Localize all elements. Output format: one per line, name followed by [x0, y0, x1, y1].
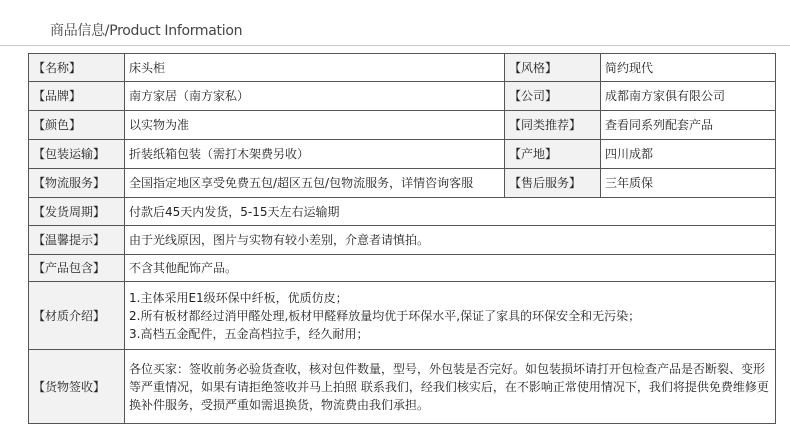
style-value: 简约现代	[601, 54, 776, 82]
name-label: 【名称】	[29, 54, 125, 82]
receipt-line: 换补件服务，受损严重如需退换货，物流费由我们承担。	[129, 397, 430, 412]
material-line: 3.高档五金配件，五金高档拉手，经久耐用；	[129, 326, 369, 341]
table-row	[29, 198, 776, 226]
table-row	[29, 255, 776, 282]
name-value: 床头柜	[125, 54, 505, 82]
packaging-value: 折装纸箱包装（需打木架费另收）	[125, 140, 505, 169]
shipping-cycle-value: 付款后45天内发货，5-15天左右运输期	[125, 198, 776, 226]
product-info-table	[28, 53, 776, 424]
logistics-label: 【物流服务】	[29, 169, 125, 198]
includes-value: 不含其他配饰产品。	[125, 255, 776, 282]
style-label: 【风格】	[505, 54, 601, 82]
table-row	[29, 140, 776, 169]
receipt-value	[125, 350, 776, 424]
material-line: 1.主体采用E1级环保中纤板，优质仿皮；	[129, 290, 348, 305]
table-row	[29, 169, 776, 198]
table-row	[29, 54, 776, 82]
receipt-line: 等严重情况，如果有请拒绝签收并马上拍照 联系我们，经我们核实后，在不影响正常使用情况下，我们将提供免费维修更	[129, 379, 769, 394]
logistics-value: 全国指定地区享受免费五包/超区五包/包物流服务，详情咨询客服	[125, 169, 505, 198]
section-title: 商品信息/Product Information	[50, 23, 243, 39]
company-value: 成都南方家俱有限公司	[601, 82, 776, 111]
notice-value: 由于光线原因，图片与实物有较小差别，介意者请慎拍。	[125, 226, 776, 255]
includes-label: 【产品包含】	[29, 255, 125, 282]
table-row	[29, 282, 776, 350]
recommend-label: 【同类推荐】	[505, 111, 601, 140]
brand-label: 【品牌】	[29, 82, 125, 111]
packaging-label: 【包装运输】	[29, 140, 125, 169]
color-label: 【颜色】	[29, 111, 125, 140]
recommend-link[interactable]: 查看同系列配套产品	[601, 111, 776, 140]
notice-label: 【温馨提示】	[29, 226, 125, 255]
brand-value: 南方家居（南方家私）	[125, 82, 505, 111]
company-label: 【公司】	[505, 82, 601, 111]
aftersales-label: 【售后服务】	[505, 169, 601, 198]
table-row	[29, 226, 776, 255]
table-row	[29, 111, 776, 140]
table-row	[29, 82, 776, 111]
material-line: 2.所有板材都经过消甲醛处理,板材甲醛释放量均优于环保水平,保证了家具的环保安全和无污染；	[129, 308, 641, 323]
shipping-cycle-label: 【发货周期】	[29, 198, 125, 226]
material-value	[125, 282, 776, 350]
section-header	[0, 0, 790, 46]
material-label: 【材质介绍】	[29, 282, 125, 350]
origin-value: 四川成都	[601, 140, 776, 169]
receipt-label: 【货物签收】	[29, 350, 125, 424]
header-divider	[0, 45, 790, 46]
receipt-line: 各位买家：签收前务必验货查收，核对包件数量，型号，外包装是否完好。如包装损坏请打开包检查产品是否断裂、变形	[129, 361, 766, 376]
table-row	[29, 350, 776, 424]
aftersales-value: 三年质保	[601, 169, 776, 198]
color-value: 以实物为准	[125, 111, 505, 140]
origin-label: 【产地】	[505, 140, 601, 169]
